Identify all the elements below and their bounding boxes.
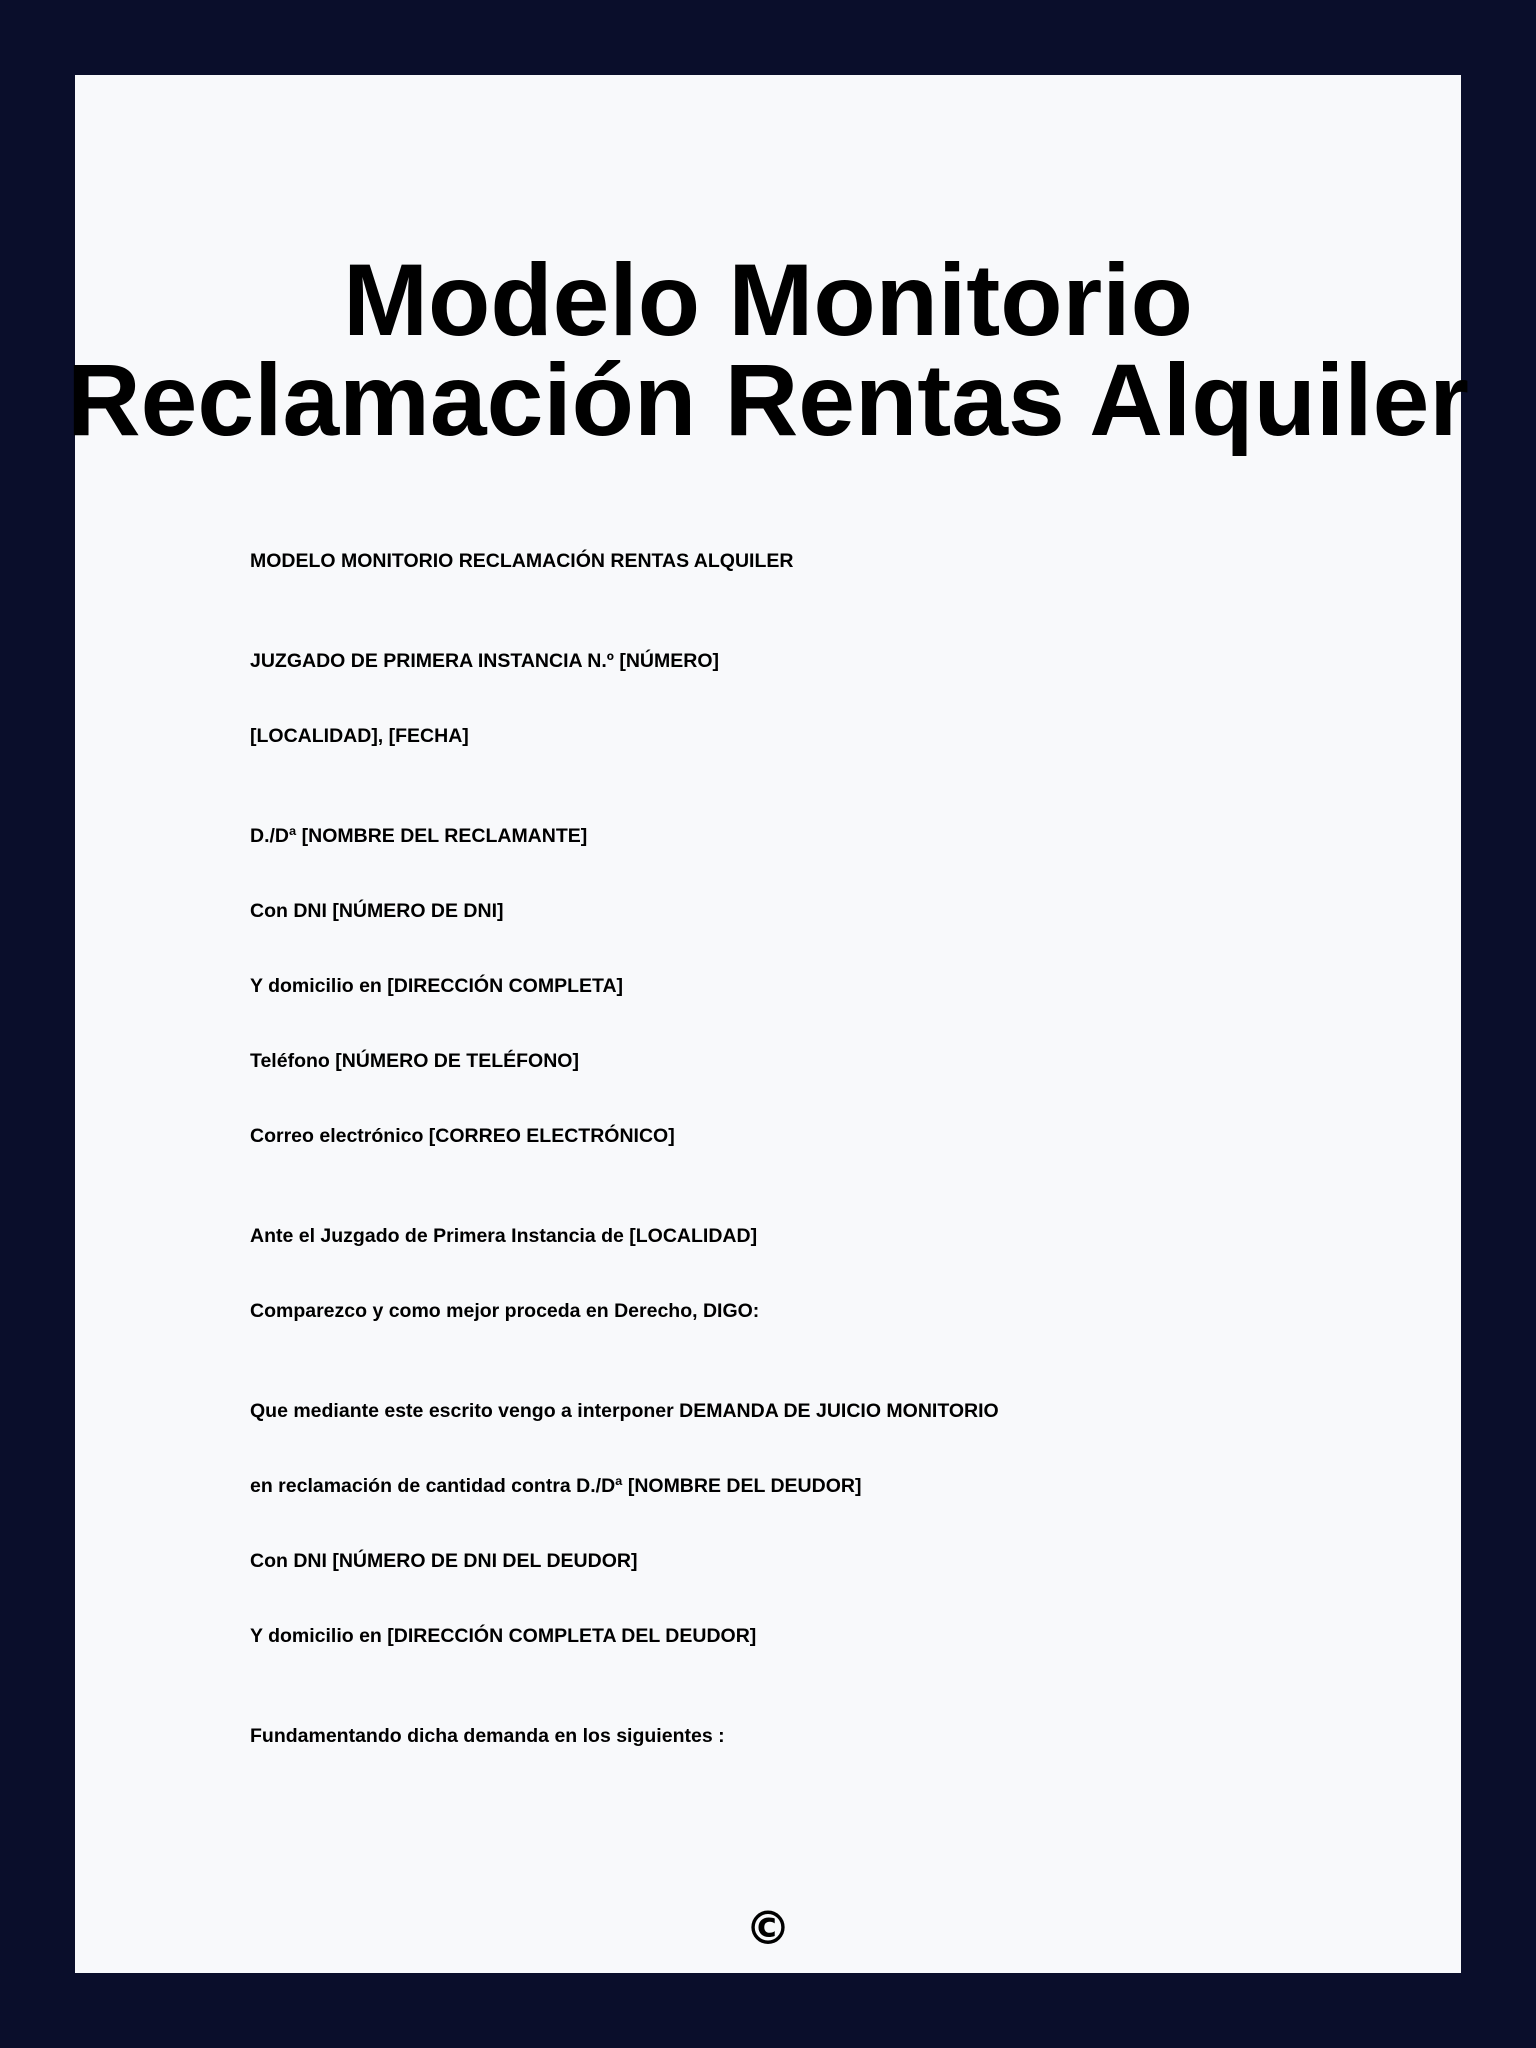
debtor-dni-line: Con DNI [NÚMERO DE DNI DEL DEUDOR]: [250, 1550, 638, 1572]
claimant-email-line: Correo electrónico [CORREO ELECTRÓNICO]: [250, 1125, 675, 1147]
document-title: [0, 243, 1536, 457]
place-date-line: [LOCALIDAD], [FECHA]: [250, 725, 469, 747]
claimant-dni-line: Con DNI [NÚMERO DE DNI]: [250, 900, 504, 922]
claimant-address-line: Y domicilio en [DIRECCIÓN COMPLETA]: [250, 975, 624, 997]
copyright-icon: ©: [745, 1901, 791, 1955]
claim-statement-line: Que mediante este escrito vengo a interponer DEMANDA DE JUICIO MONITORIO: [250, 1400, 999, 1422]
appearance-line: Comparezco y como mejor proceda en Derecho, DIGO:: [250, 1300, 760, 1322]
court-line: JUZGADO DE PRIMERA INSTANCIA N.º [NÚMERO]: [250, 650, 719, 672]
debtor-address-line: Y domicilio en [DIRECCIÓN COMPLETA DEL DEUDOR]: [250, 1625, 757, 1647]
title-line-1: Modelo Monitorio: [343, 243, 1193, 357]
title-line-2: Reclamación Rentas Alquiler: [66, 343, 1469, 457]
claimant-name-line: D./Dª [NOMBRE DEL RECLAMANTE]: [250, 825, 588, 847]
court-address-line: Ante el Juzgado de Primera Instancia de [LOCALIDAD]: [250, 1225, 758, 1247]
heading-line: MODELO MONITORIO RECLAMACIÓN RENTAS ALQUILER: [250, 550, 794, 572]
claimant-phone-line: Teléfono [NÚMERO DE TELÉFONO]: [250, 1050, 579, 1072]
grounds-line: Fundamentando dicha demanda en los siguientes :: [250, 1725, 725, 1747]
debtor-name-line: en reclamación de cantidad contra D./Dª [NOMBRE DEL DEUDOR]: [250, 1475, 862, 1497]
document-page: [66, 75, 1469, 1973]
